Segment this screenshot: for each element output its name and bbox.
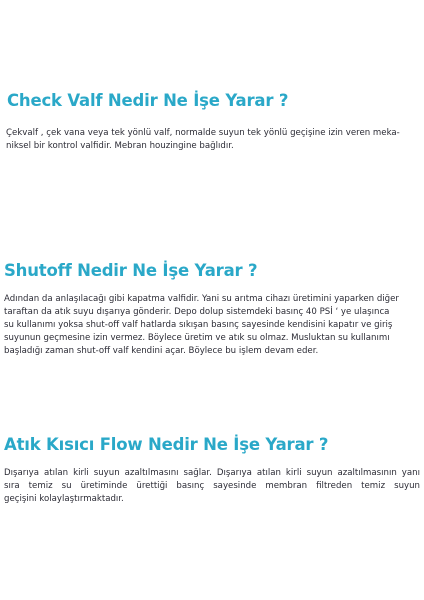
paragraph-line: niksel bir kontrol valfidir. Mebran houzingine bağlıdır. [6,141,234,151]
section-shutoff [0,261,424,356]
section-body [4,467,420,506]
section-check-valf [0,91,424,151]
paragraph-line: su kullanımı yoksa shut-off valf hatlarda sıkışan basınç sayesinde kendisini kapatır ve giriş [4,320,393,330]
paragraph-line: sıra temiz su üretiminde ürettiği basınç sayesinde membran filtreden temiz suyun [4,481,420,491]
paragraph-line: taraftan da atık suyu dışarıya gönderir. Depo dolup sistemdeki basınç 40 PSİ ‘ ye ulaşınca [4,307,390,317]
section-paragraph [4,293,420,358]
paragraph-line: geçişini kolaylaştırmaktadır. [4,494,124,504]
paragraph-line: Dışarıya atılan kirli suyun azaltılmasını sağlar. Dışarıya atılan kirli suyun azaltılmasının yanı [4,468,420,478]
paragraph-line: başladığı zaman shut-off valf kendini açar. Böylece bu işlem devam eder. [4,346,319,356]
section-atik-kisici-flow [0,435,424,504]
paragraph-line: Çekvalf , çek vana veya tek yönlü valf, normalde suyun tek yönlü geçişine izin veren meka- [6,128,400,138]
paragraph-line: Adından da anlaşılacağı gibi kapatma valfidir. Yani su arıtma cihazı üretimini yaparken diğer [4,294,399,304]
section-body [6,127,420,153]
paragraph-line: suyunun geçmesine izin vermez. Böylece üretim ve atık su olmaz. Musluktan su kullanımı [4,333,390,343]
section-body [4,293,420,358]
section-paragraph [4,467,420,506]
section-heading: Check Valf Nedir Ne İşe Yarar ? [7,91,289,110]
section-paragraph [6,127,420,153]
section-heading: Atık Kısıcı Flow Nedir Ne İşe Yarar ? [4,435,329,454]
section-heading: Shutoff Nedir Ne İşe Yarar ? [4,261,258,280]
